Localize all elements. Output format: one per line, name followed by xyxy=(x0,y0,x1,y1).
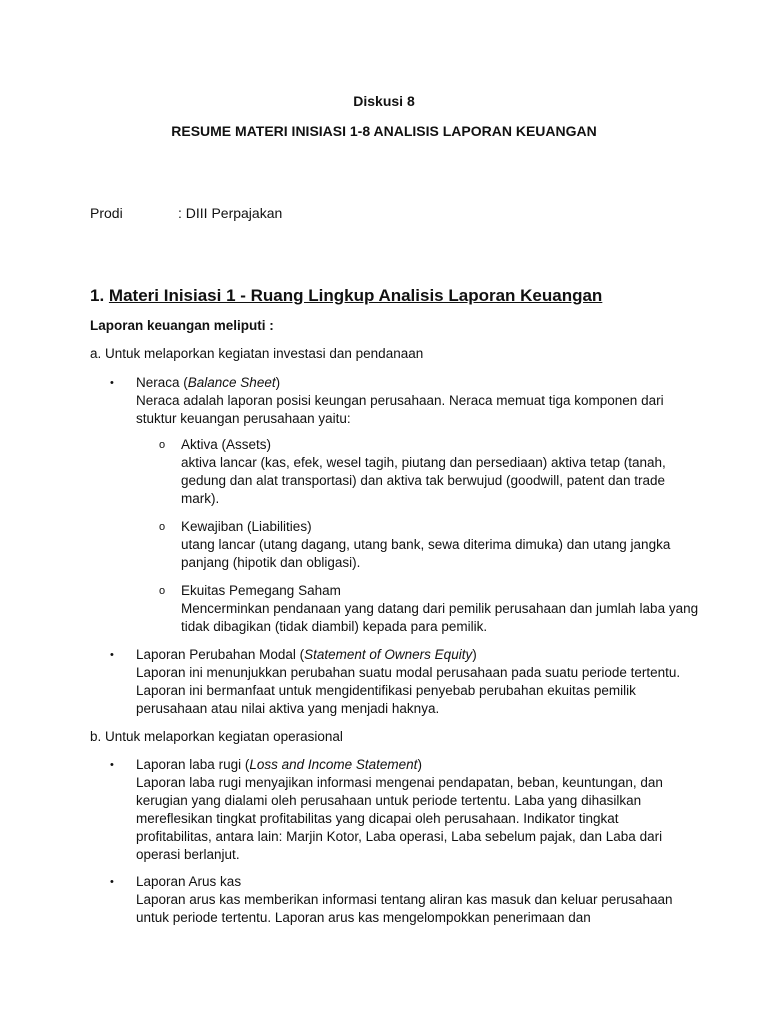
list-item-arus-kas xyxy=(110,873,696,927)
section-title: Materi Inisiasi 1 - Ruang Lingkup Analisis Laporan Keuangan xyxy=(108,286,603,305)
sub-item-body: aktiva lancar (kas, efek, wesel tagih, piutang dan persediaan) aktiva tetap (tanah, gedung dan alat transportasi) dan aktiva tak berwujud (goodwill, patent dan trade mark). xyxy=(181,455,666,506)
sub-item-body: utang lancar (utang dagang, utang bank, sewa diterima dimuka) dan utang jangka panjang (hipotik dan obligasi). xyxy=(181,537,671,570)
sub-bullet-icon: o xyxy=(159,521,166,533)
list-item-neraca xyxy=(110,374,696,428)
bullet-icon: • xyxy=(110,649,114,661)
document-title: Diskusi 8 xyxy=(353,93,415,109)
section-intro: Laporan keuangan meliputi : xyxy=(90,318,274,333)
list-item-perubahan-modal xyxy=(110,646,696,718)
sub-item-kewajiban xyxy=(159,518,701,572)
bullet-icon: • xyxy=(110,377,114,389)
bullet-icon: • xyxy=(110,876,114,888)
sub-item-heading: Aktiva (Assets) xyxy=(181,437,272,452)
sub-item-heading: Kewajiban (Liabilities) xyxy=(181,519,312,534)
part-a-heading: a. Untuk melaporkan kegiatan investasi dan pendanaan xyxy=(90,346,424,361)
sub-item-ekuitas xyxy=(159,582,701,636)
sub-item-body: Mencerminkan pendanaan yang datang dari pemilik perusahaan dan jumlah laba yang tidak dibagikan (tidak diambil) kepada para pemilik. xyxy=(181,601,699,634)
sub-bullet-icon: o xyxy=(159,585,166,597)
item-heading: Laporan laba rugi (Loss and Income Statement) xyxy=(136,757,422,772)
sub-item-heading: Ekuitas Pemegang Saham xyxy=(181,583,341,598)
prodi-label: Prodi xyxy=(90,205,123,221)
list-item-laba-rugi xyxy=(110,756,696,864)
prodi-row xyxy=(90,205,282,221)
part-b-heading: b. Untuk melaporkan kegiatan operasional xyxy=(90,729,343,744)
item-heading: Neraca (Balance Sheet) xyxy=(136,375,281,390)
document-subtitle: RESUME MATERI INISIASI 1-8 ANALISIS LAPORAN KEUANGAN xyxy=(171,123,597,139)
section-number: 1. xyxy=(90,286,105,305)
item-heading: Laporan Perubahan Modal (Statement of Owners Equity) xyxy=(136,647,477,662)
prodi-value: : DIII Perpajakan xyxy=(178,205,283,221)
item-body: Neraca adalah laporan posisi keungan perusahaan. Neraca memuat tiga komponen dari stuktur keuangan perusahaan yaitu: xyxy=(136,393,664,426)
item-body: Laporan ini menunjukkan perubahan suatu modal perusahaan pada suatu periode tertentu. Laporan ini bermanfaat untuk mengidentifikasi penyebab perubahan ekuitas pemilik perusahaan atau nilai aktiva yang menjadi haknya. xyxy=(136,665,681,716)
item-heading: Laporan Arus kas xyxy=(136,874,242,889)
bullet-icon: • xyxy=(110,759,114,771)
section-heading xyxy=(90,286,602,306)
sub-item-aktiva xyxy=(159,436,701,508)
item-body: Laporan laba rugi menyajikan informasi mengenai pendapatan, beban, keuntungan, dan kerugian yang dialami oleh perusahaan untuk periode tertentu. Laba yang dihasilkan mereflesikan tingkat profitabilitas yang dicapai oleh perusahaan. Indikator tingkat profitabilitas, antara lain: Marjin Kotor, Laba operasi, Laba sebelum pajak, dan Laba dari operasi berlanjut. xyxy=(136,775,663,862)
sub-bullet-icon: o xyxy=(159,439,166,451)
item-body: Laporan arus kas memberikan informasi tentang aliran kas masuk dan keluar perusahaan untuk periode tertentu. Laporan arus kas mengelompokkan penerimaan dan xyxy=(136,892,673,925)
